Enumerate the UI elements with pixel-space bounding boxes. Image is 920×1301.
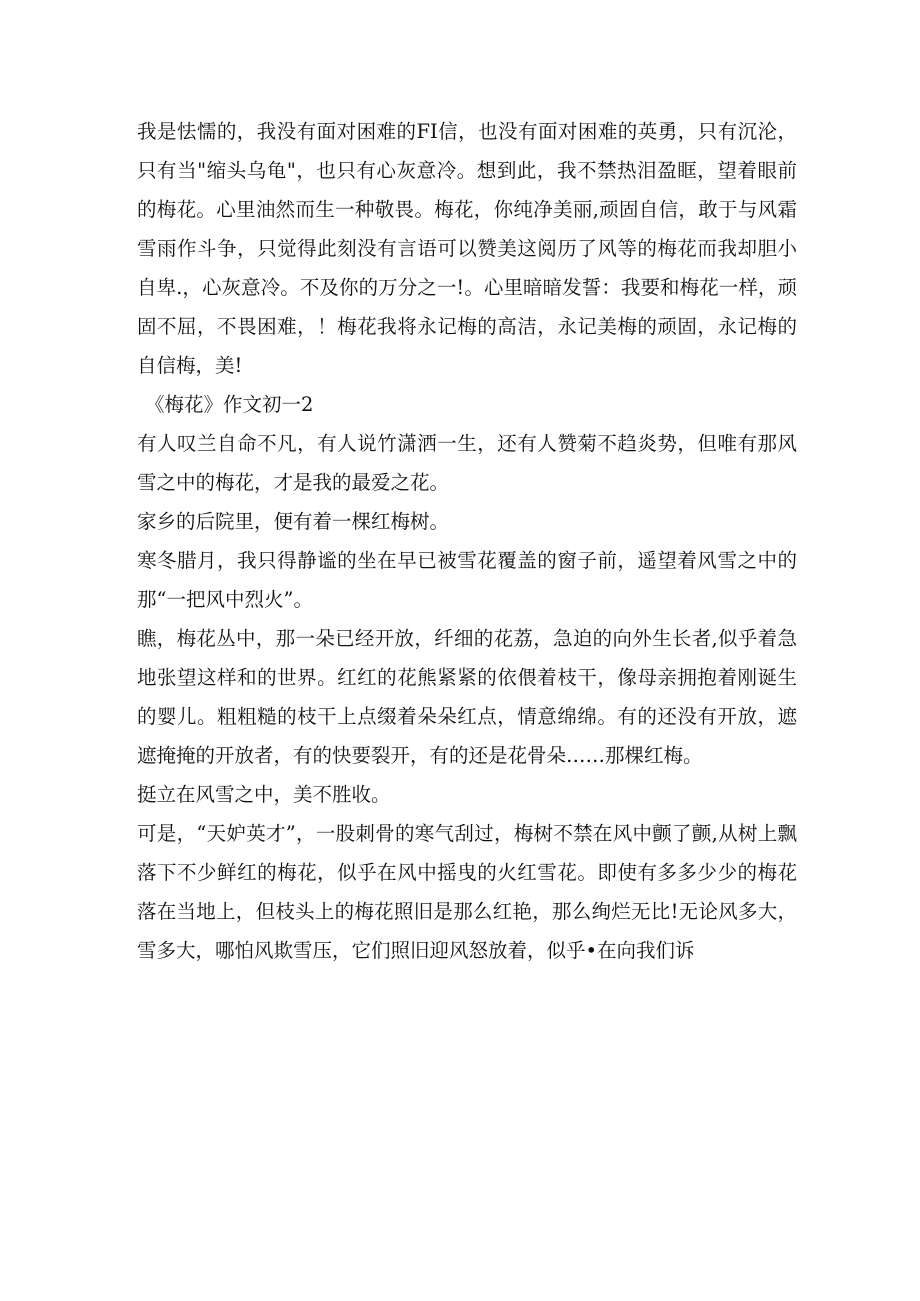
paragraph: 家乡的后院里，便有着一棵红梅树。	[137, 510, 450, 533]
document-body	[137, 112, 797, 970]
paragraph: 寒冬腊月，我只得静谧的坐在早已被雪花覆盖的窗子前，遥望着风雪之中的那“一把风中烈火”。	[137, 549, 797, 611]
paragraph: 瞧，梅花丛中，那一朵已经开放，纤细的花荔，急迫的向外生长者,似乎着急地张望这样和的世界。红红的花熊紧紧的依偎着枝干，像母亲拥抱着刚诞生的婴儿。粗粗糙的枝干上点缀着朵朵红点，情意绵绵。有的还没有开放，遮遮掩掩的开放者，有的快要裂开，有的还是花骨朵……那棵红梅。	[137, 627, 797, 767]
section-heading: 《梅花》作文初一2	[145, 393, 314, 416]
paragraph-intro: 我是怯懦的，我没有面对困难的FI信，也没有面对困难的英勇，只有沉沦，只有当"缩头乌龟"，也只有心灰意冷。想到此，我不禁热泪盈眶，望着眼前的梅花。心里油然而生一种敬畏。梅花，你纯净美丽,顽固自信，敢于与风霜雪雨作斗争，只觉得此刻没有言语可以赞美这阅历了风等的梅花而我却胆小自卑.，心灰意冷。不及你的万分之一!。心里暗暗发誓：我要和梅花一样，顽固不屈，不畏困难，！梅花我将永记梅的高洁，永记美梅的顽固，永记梅的自信梅，美!	[137, 120, 797, 377]
paragraph: 可是，“天妒英才”，一股刺骨的寒气刮过，梅树不禁在风中颤了颤,从树上飘落下不少鲜红的梅花，似乎在风中摇曳的火红雪花。即使有多多少少的梅花落在当地上，但枝头上的梅花照旧是那么红艳，那么绚烂无比!无论风多大，雪多大，哪怕风欺雪压，它们照旧迎风怒放着，似乎•在向我们诉	[137, 822, 797, 962]
paragraph: 挺立在风雪之中，美不胜收。	[137, 783, 391, 806]
paragraph: 有人叹兰自命不凡，有人说竹潇洒一生，还有人赞菊不趋炎势，但唯有那风雪之中的梅花，才是我的最爱之花。	[137, 432, 797, 494]
